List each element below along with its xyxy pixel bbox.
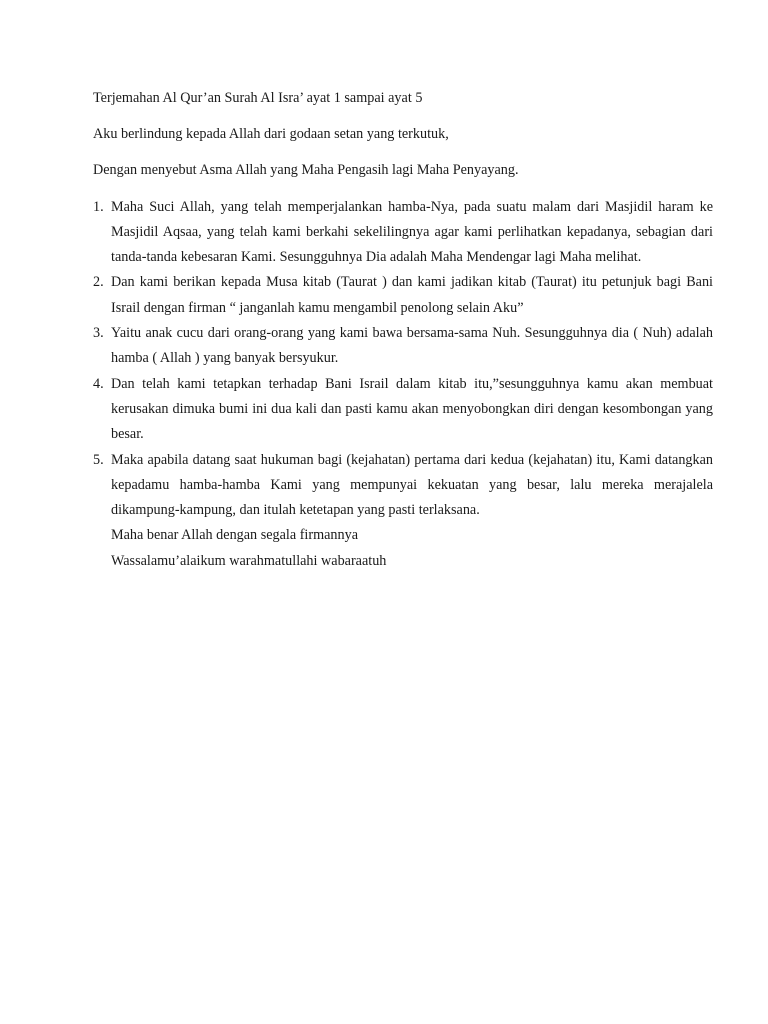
verse-text: Yaitu anak cucu dari orang-orang yang kami bawa bersama-sama Nuh. Sesungguhnya dia ( Nuh) adalah hamba ( Allah ) yang banyak bersyukur. [111,325,713,367]
closing-line-1: Maha benar Allah dengan segala firmannya [111,527,358,544]
verse-number: 5. [93,451,104,468]
verse-number: 3. [93,325,104,342]
verse-number: 2. [93,274,104,291]
verse-text: Maka apabila datang saat hukuman bagi (kejahatan) pertama dari kedua (kejahatan) itu, Kami datangkan kepadamu hamba-hamba Kami yang mempunyai kekuatan yang besar, lalu mereka merajalela dikampung-kampung, dan itulah ketetapan yang pasti terlaksana. [111,451,713,519]
verse-number: 1. [93,198,104,215]
basmalah-paragraph: Dengan menyebut Asma Allah yang Maha Pengasih lagi Maha Penyayang. [93,162,519,179]
verse-number: 4. [93,375,104,392]
verse-text: Maha Suci Allah, yang telah memperjalankan hamba-Nya, pada suatu malam dari Masjidil haram ke Masjidil Aqsaa, yang telah kami berkahi sekelilingnya agar kami perlihatkan kepadanya, sebagian dari tanda-tanda kebesaran Kami. Sesungguhnya Dia adalah Maha Mendengar lagi Maha melihat. [111,198,713,266]
verse-text: Dan telah kami tetapkan terhadap Bani Israil dalam kitab itu,”sesungguhnya kamu akan membuat kerusakan dimuka bumi ini dua kali dan pasti kamu akan menyobongkan diri dengan kesombongan yang besar. [111,375,713,443]
closing-line-2: Wassalamu’alaikum warahmatullahi wabaraatuh [111,552,387,569]
verse-text: Dan kami berikan kepada Musa kitab (Taurat ) dan kami jadikan kitab (Taurat) itu petunjuk bagi Bani Israil dengan firman “ janganlah kamu mengambil penolong selain Aku” [111,274,713,316]
verse-item-1 [93,195,713,271]
verse-item-3 [93,321,713,372]
document-title: Terjemahan Al Qur’an Surah Al Isra’ ayat 1 sampai ayat 5 [93,90,423,106]
opening-paragraph: Aku berlindung kepada Allah dari godaan setan yang terkutuk, [93,126,449,142]
verse-item-4 [93,372,713,448]
document-page [93,86,713,574]
verse-list [93,195,713,524]
verse-item-2 [93,270,713,321]
verse-item-5 [93,448,713,524]
